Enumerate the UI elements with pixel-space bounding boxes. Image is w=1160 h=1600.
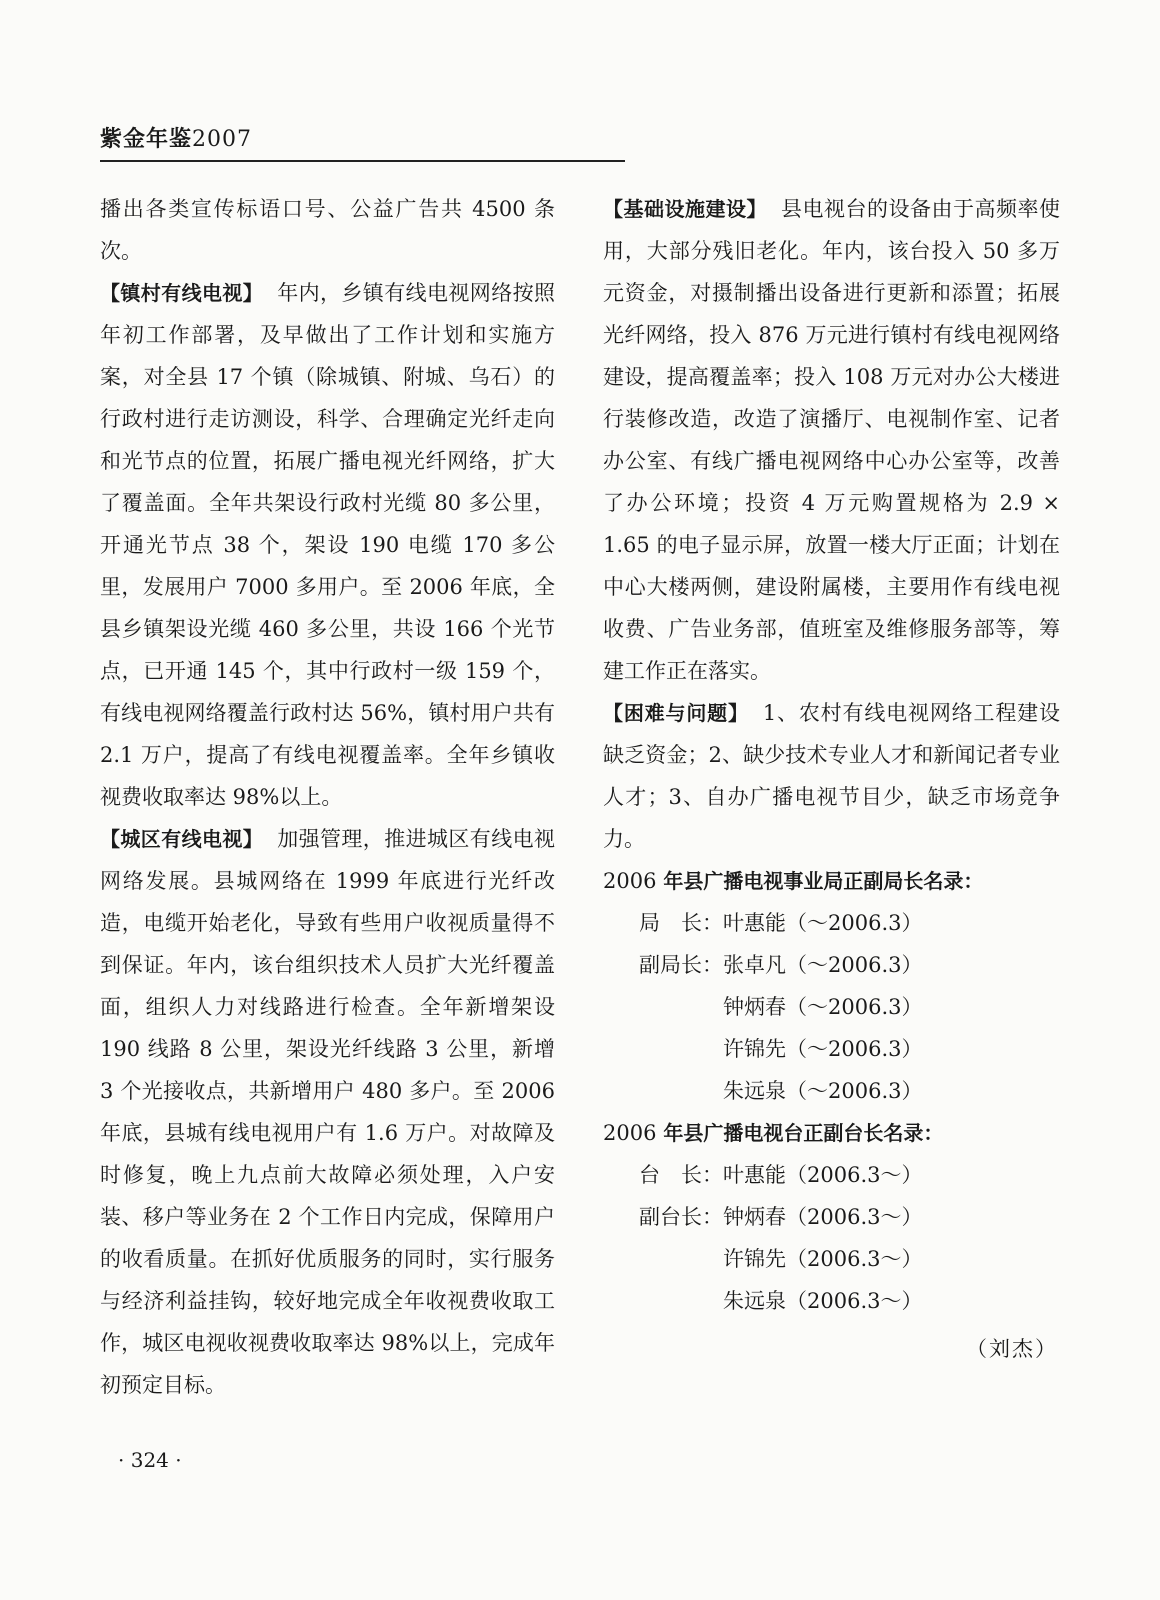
person-name: 许锦先（～2006.3） [723, 1037, 923, 1061]
page-number: · 324 · [118, 1448, 182, 1472]
list-item [603, 1196, 1060, 1238]
paragraph-difficulties [603, 692, 1060, 860]
station-leaders-list [603, 1154, 1060, 1322]
list-item [603, 902, 1060, 944]
left-column [100, 188, 555, 1406]
right-column [603, 188, 1060, 1370]
bureau-leaders-list [603, 902, 1060, 1112]
role-label: 台 长： [639, 1163, 723, 1187]
bureau-leaders-title [603, 860, 1060, 902]
person-name: 钟炳春（2006.3～） [723, 1205, 923, 1229]
paragraph-text: 县电视台的设备由于高频率使用，大部分残旧老化。年内，该台投入 50 多万元资金，对摄制播出设备进行更新和添置；拓展光纤网络，投入 876 万元进行镇村有线电视网络建设，提高覆盖率；投入 108 万元对办公大楼进行装修改造，改造了演播厅、电视制作室、记者办公室、有线广播电视网络中心办公室等，改善了办公环境；投资 4 万元购置规格为 2.9 × 1.65 的电子显示屏，放置一楼大厅正面；计划在中心大楼两侧，建设附属楼，主要用作有线电视收费、广告业务部，值班室及维修服务部等，筹建工作正在落实。 [603, 197, 1060, 683]
section-heading: 【城区有线电视】 [100, 827, 264, 851]
list-title-text: 年县广播电视事业局正副局长名录： [663, 869, 984, 893]
header-year: 2007 [192, 127, 253, 152]
paragraph-urban-cable [100, 818, 555, 1406]
list-title-text: 年县广播电视台正副台长名录： [663, 1121, 944, 1145]
paragraph-text: 年内，乡镇有线电视网络按照年初工作部署，及早做出了工作计划和实施方案，对全县 17 个镇（除城镇、附城、乌石）的行政村进行走访测设，科学、合理确定光纤走向和光节点的位置，拓展广播电视光纤网络，扩大了覆盖面。全年共架设行政村光缆 80 多公里，开通光节点 38 个，架设 190 电缆 170 多公里，发展用户 7000 多用户。至 2006 年底，全县乡镇架设光缆 460 多公里，共设 166 个光节点，已开通 145 个，其中行政村一级 159 个，有线电视网络覆盖行政村达 56%，镇村用户共有 2.1 万户，提高了有线电视覆盖率。全年乡镇收视费收取率达 98%以上。 [100, 281, 556, 809]
paragraph-township-cable [100, 272, 555, 818]
list-item [603, 1280, 1060, 1322]
role-label [603, 1238, 723, 1280]
section-heading: 【困难与问题】 [603, 701, 749, 725]
paragraph-text: 播出各类宣传标语口号、公益广告共 4500 条次。 [100, 197, 555, 263]
person-name: 叶惠能（2006.3～） [723, 1163, 923, 1187]
person-name: 朱远泉（～2006.3） [723, 1079, 923, 1103]
section-heading: 【基础设施建设】 [603, 197, 767, 221]
role-label [603, 986, 723, 1028]
list-item [603, 1070, 1060, 1112]
paragraph-continuation [100, 188, 555, 272]
running-header [100, 122, 252, 153]
header-rule [100, 160, 625, 162]
list-item [603, 944, 1060, 986]
role-label: 副台长： [639, 1205, 723, 1229]
list-item [603, 1028, 1060, 1070]
list-item [603, 1154, 1060, 1196]
role-label: 副局长： [639, 953, 723, 977]
role-label: 局 长： [639, 911, 723, 935]
role-label [603, 1070, 723, 1112]
list-item [603, 986, 1060, 1028]
section-heading: 【镇村有线电视】 [100, 281, 264, 305]
paragraph-infrastructure [603, 188, 1060, 692]
person-name: 朱远泉（2006.3～） [723, 1289, 923, 1313]
author-credit: （刘杰） [966, 1337, 1058, 1361]
header-title: 紫金年鉴 [100, 127, 193, 152]
station-leaders-title [603, 1112, 1060, 1154]
person-name: 张卓凡（～2006.3） [723, 953, 923, 977]
list-year: 2006 [603, 1121, 657, 1145]
list-year: 2006 [603, 869, 657, 893]
paragraph-text: 加强管理，推进城区有线电视网络发展。县城网络在 1999 年底进行光纤改造，电缆开始老化，导致有些用户收视质量得不到保证。年内，该台组织技术人员扩大光纤覆盖面，组织人力对线路进行检查。全年新增架设 190 线路 8 公里，架设光纤线路 3 公里，新增 3 个光接收点，共新增用户 480 多户。至 2006 年底，县城有线电视用户有 1.6 万户。对故障及时修复，晚上九点前大故障必须处理，入户安装、移户等业务在 2 个工作日内完成，保障用户的收看质量。在抓好优质服务的同时，实行服务与经济利益挂钩，较好地完成全年收视费收取工作，城区电视收视费收取率达 98%以上，完成年初预定目标。 [100, 827, 556, 1397]
person-name: 钟炳春（～2006.3） [723, 995, 923, 1019]
person-name: 叶惠能（～2006.3） [723, 911, 923, 935]
role-label [603, 1280, 723, 1322]
role-label [603, 1028, 723, 1070]
person-name: 许锦先（2006.3～） [723, 1247, 923, 1271]
list-item [603, 1238, 1060, 1280]
paragraph-text: 1、农村有线电视网络工程建设缺乏资金；2、缺少技术专业人才和新闻记者专业人才；3、自办广播电视节目少，缺乏市场竞争力。 [603, 701, 1060, 851]
